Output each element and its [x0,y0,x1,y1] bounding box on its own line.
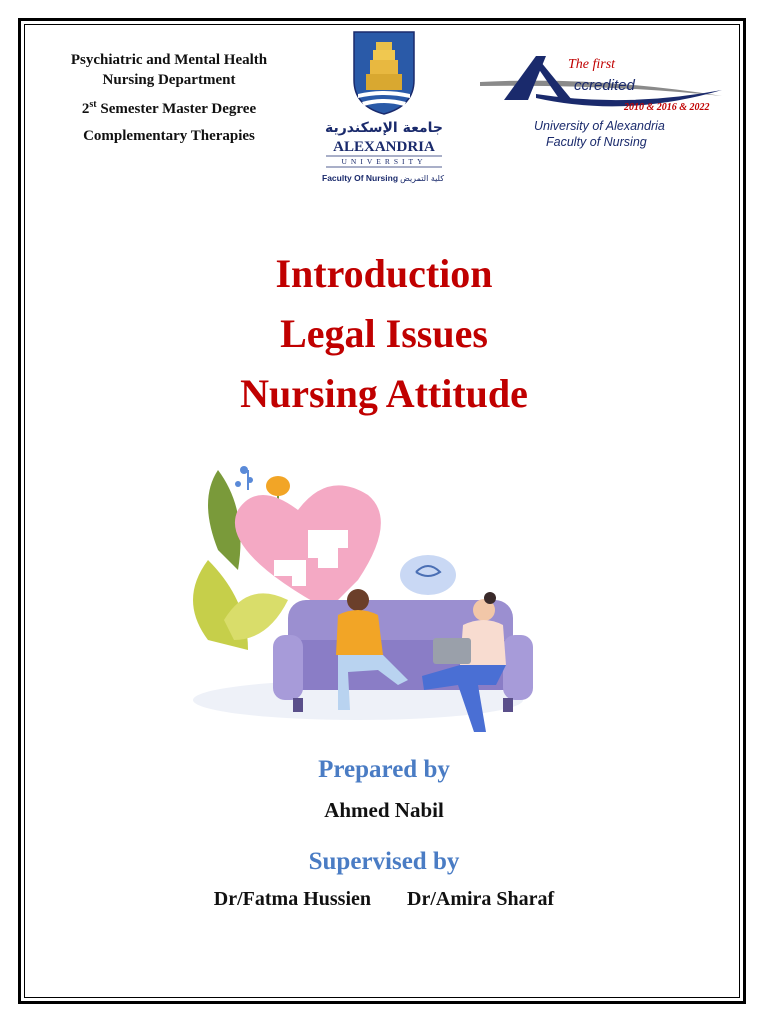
department-line1: Psychiatric and Mental Health [70,52,268,68]
accreditation-years: 2010 & 2016 & 2022 [624,102,710,113]
university-sub: UNIVERSITY [341,157,427,166]
prepared-by-name: Ahmed Nabil [324,798,444,822]
title-legal-issues: Legal Issues [280,311,488,356]
title-introduction: Introduction [275,251,493,296]
alexandria-university-logo [318,28,448,188]
document-titles [0,244,768,424]
accreditation-logo [476,46,726,156]
faculty-name: Faculty Of Nursing [322,173,399,183]
therapy-session-illustration [178,410,590,810]
department-line2: Nursing Department [102,72,236,89]
accredited-line1: The first [568,57,616,72]
course-name: Complementary Therapies [83,127,255,144]
university-name: ALEXANDRIA [333,139,435,155]
accreditation-university: University of Alexandria [534,119,665,133]
department-header [46,50,292,153]
title-nursing-attitude: Nursing Attitude [240,371,528,416]
accredited-line2: ccredited [574,77,635,94]
faculty-arabic: كلية التمريض [400,174,444,183]
supervisor-2: Dr/Amira Sharaf [407,888,555,910]
prepared-by-heading: Prepared by [318,756,450,783]
supervisor-1: Dr/Fatma Hussien [213,888,371,910]
university-arabic-name: جامعة الإسكندرية [324,120,444,136]
supervisors [0,888,768,911]
accreditation-faculty: Faculty of Nursing [546,135,647,149]
semester-line: 2st Semester Master Degree [81,98,257,117]
supervised-by-heading: Supervised by [308,848,460,875]
